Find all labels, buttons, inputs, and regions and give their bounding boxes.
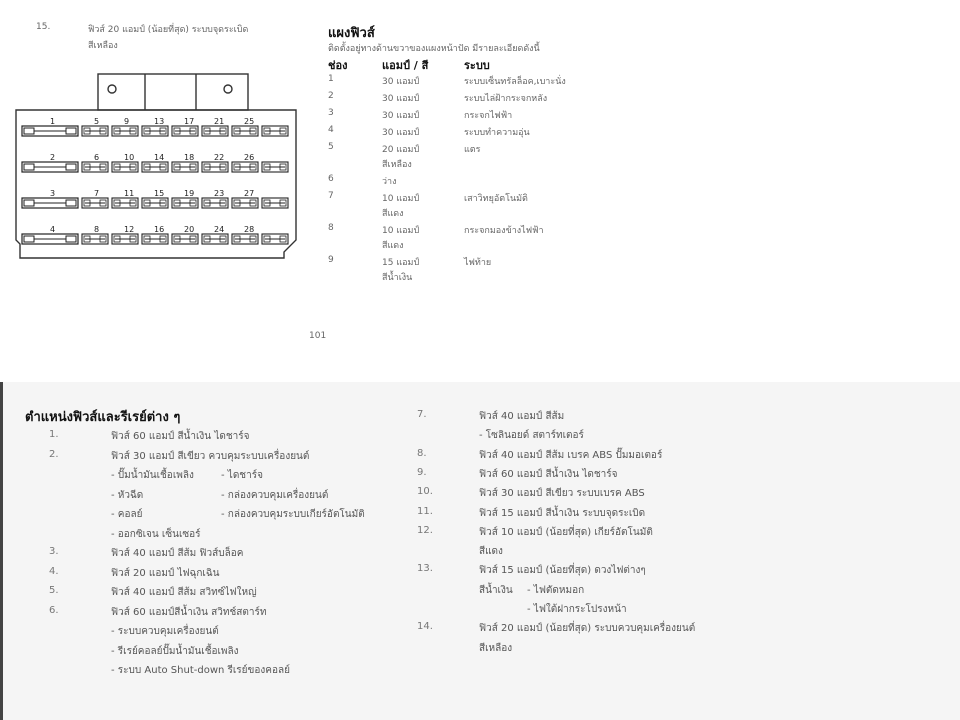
fuse-slot-number: 7 <box>328 191 334 201</box>
list-item-number: 9. <box>417 466 427 478</box>
mount-hole-icon <box>108 85 116 93</box>
list-item-number: 7. <box>417 409 427 420</box>
fuse-label: 13 <box>154 117 165 126</box>
fuse-label: 1 <box>50 117 56 126</box>
list-item-subtext: - กล่องควบคุมเครื่องยนต์ <box>221 489 329 501</box>
header-slot: ช่อง <box>328 59 348 72</box>
fuse-system: ระบบทำความอุ่น <box>464 128 530 138</box>
fuse-label: 19 <box>184 189 195 198</box>
list-item-text: ฟิวส์ 30 แอมป์ สีเขียว ระบบเบรค ABS <box>479 488 645 500</box>
fuse-label: 10 <box>124 153 135 162</box>
list-item-number: 13. <box>417 563 433 575</box>
fuse-color: สีเหลือง <box>382 160 412 170</box>
list-item-number: 14. <box>417 621 433 633</box>
list-item-number: 5. <box>49 585 59 596</box>
fuse-box-diagram <box>12 72 302 264</box>
fuse-label: 6 <box>94 153 100 162</box>
list-item-text: ฟิวส์ 20 แอมป์ (น้อยที่สุด) ระบบควบคุมเครื่องยนต์ <box>479 623 696 635</box>
mount-hole-icon <box>224 85 232 93</box>
list-item-number: 10. <box>417 486 433 498</box>
list-item-number: 1. <box>49 429 59 440</box>
fuse-system: ไฟท้าย <box>464 258 492 268</box>
list-item-number: 12. <box>417 524 433 536</box>
fuse-label: 21 <box>214 117 225 126</box>
fuse-system: แตร <box>464 145 481 155</box>
list-item-text: ฟิวส์ 60 แอมป์ สีน้ำเงิน ไดชาร์จ <box>111 431 250 442</box>
list-item-number: 11. <box>417 505 433 517</box>
list-item-number: 2. <box>49 448 59 460</box>
list-item-subtext: - ไฟใต้ฝากระโปรงหน้า <box>527 604 627 615</box>
list-item-text: ฟิวส์ 40 แอมป์ สีส้ม เบรค ABS ปั๊มมอเตอร์ <box>479 449 663 461</box>
list-item-text: ฟิวส์ 40 แอมป์ สีส้ม ฟิวส์บล็อค <box>111 548 244 559</box>
fuse-slot-number: 1 <box>328 74 334 84</box>
fuse-rating: 30 แอมป์ <box>382 94 420 104</box>
list-item-subtext: - กล่องควบคุมระบบเกียร์อัตโนมัติ <box>221 509 365 520</box>
fuse-label: 14 <box>154 153 165 162</box>
list-item-text: สีน้ำเงิน <box>479 584 513 596</box>
fuse-terminal <box>66 128 76 134</box>
fuse-label: 24 <box>214 225 225 234</box>
list-item-subtext: - ไดชาร์จ <box>221 470 263 481</box>
header-amp: แอมป์ / สี <box>382 59 429 72</box>
fuse-rating: 30 แอมป์ <box>382 77 420 87</box>
list-item-text: - ปั๊มน้ำมันเชื้อเพลิง <box>111 470 194 481</box>
bottom-title: ตำแหน่งฟิวส์และรีเรย์ต่าง ๆ <box>25 410 181 425</box>
fuse-slot-number: 8 <box>328 223 334 233</box>
fuse-slot-number: 3 <box>328 108 334 118</box>
fuse-label: 9 <box>124 117 130 126</box>
fuse-terminal <box>24 236 34 242</box>
fuse-rating: 15 แอมป์ <box>382 258 420 268</box>
list-item-text: - โซลินอยด์ สตาร์ทเตอร์ <box>479 430 584 442</box>
fuse-rating: 10 แอมป์ <box>382 194 420 204</box>
fuse-slot-number: 2 <box>328 91 334 101</box>
fuse-slot-number: 5 <box>328 142 334 152</box>
list-item-text: ฟิวส์ 40 แอมป์ สีส้ม <box>479 411 565 422</box>
fuse-label: 8 <box>94 225 100 234</box>
fuse-system: เสาวิทยุอัตโนมัติ <box>464 194 528 204</box>
list-item-text: - ระบบควบคุมเครื่องยนต์ <box>111 626 219 637</box>
fuse-label: 17 <box>184 117 195 126</box>
fuse-rating: ว่าง <box>382 177 397 187</box>
list-item-text: ฟิวส์ 60 แอมป์ สีน้ำเงิน ไดชาร์จ <box>479 468 618 480</box>
fuse-system: ระบบเซ็นทรัลล็อค,เบาะนั่ง <box>464 77 566 87</box>
list-item-text: ฟิวส์ 30 แอมป์ สีเขียว ควบคุมระบบเครื่องยนต์ <box>111 450 310 462</box>
fuse-label: 15 <box>154 189 165 198</box>
fuse-rating: 30 แอมป์ <box>382 111 420 121</box>
list-item-text: - รีเรย์คอลย์ปั๊มน้ำมันเชื้อเพลิง <box>111 645 239 657</box>
fuse-rating: 20 แอมป์ <box>382 145 420 155</box>
fuse-slot-number: 6 <box>328 174 334 184</box>
top-page <box>0 0 620 372</box>
list-item-text: - หัวฉีด <box>111 489 144 501</box>
list-item-text: ฟิวส์ 15 แอมป์ สีน้ำเงิน ระบบจุดระเบิด <box>479 507 646 519</box>
fuse-terminal <box>66 164 76 170</box>
item-15-color: สีเหลือง <box>88 41 118 51</box>
fuse-system: กระจกมองข้างไฟฟ้า <box>464 226 544 236</box>
fuse-label: 28 <box>244 225 255 234</box>
bottom-page <box>0 382 960 720</box>
list-item-text: ฟิวส์ 40 แอมป์ สีส้ม สวิทซ์ไฟใหญ่ <box>111 587 257 598</box>
list-item-text: ฟิวส์ 60 แอมป์สีน้ำเงิน สวิทช์สตาร์ท <box>111 606 267 618</box>
fuse-system: กระจกไฟฟ้า <box>464 111 513 121</box>
fuse-label: 27 <box>244 189 255 198</box>
fuse-slot-number: 4 <box>328 125 334 135</box>
list-item-text: - คอลย์ <box>111 509 143 520</box>
fuse-color: สีแดง <box>382 241 404 251</box>
fuse-label: 20 <box>184 225 195 234</box>
fuse-label: 2 <box>50 153 56 162</box>
panel-title: แผงฟิวส์ <box>328 26 375 41</box>
fuse-terminal <box>66 236 76 242</box>
item-15-text: ฟิวส์ 20 แอมป์ (น้อยที่สุด) ระบบจุดระเบิด <box>88 25 249 35</box>
list-item-text: ฟิวส์ 20 แอมป์ ไฟฉุกเฉิน <box>111 567 220 579</box>
fuse-rating: 30 แอมป์ <box>382 128 420 138</box>
list-item-number: 3. <box>49 546 59 557</box>
list-item-text: สีแดง <box>479 546 503 558</box>
fuse-terminal <box>24 200 34 206</box>
fuse-terminal <box>24 128 34 134</box>
fuse-label: 4 <box>50 225 56 234</box>
fuse-label: 23 <box>214 189 225 198</box>
fuse-label: 25 <box>244 117 255 126</box>
list-item-subtext: - ไฟตัดหมอก <box>527 584 585 596</box>
list-item-number: 6. <box>49 604 59 616</box>
fuse-label: 7 <box>94 189 100 198</box>
panel-subtitle: ติดตั้งอยู่ทางด้านขวาของแผงหน้าปัด มีรายละเอียดดังนี้ <box>328 44 540 54</box>
fuse-rating: 10 แอมป์ <box>382 226 420 236</box>
header-system: ระบบ <box>464 59 490 72</box>
list-item-text: ฟิวส์ 15 แอมป์ (น้อยที่สุด) ดวงไฟต่างๆ <box>479 565 646 577</box>
fuse-color: สีแดง <box>382 209 404 219</box>
fuse-system: ระบบไล่ฝ้ากระจกหลัง <box>464 94 548 104</box>
fuse-terminal <box>24 164 34 170</box>
fuse-label: 26 <box>244 153 255 162</box>
fuse-slot-number: 9 <box>328 255 334 265</box>
list-item-number: 8. <box>417 447 427 459</box>
fuse-label: 11 <box>124 189 135 198</box>
fuse-color: สีน้ำเงิน <box>382 273 413 283</box>
fuse-label: 16 <box>154 225 165 234</box>
list-item-text: ฟิวส์ 10 แอมป์ (น้อยที่สุด) เกียร์อัตโนมัติ <box>479 526 653 538</box>
list-item-text: สีเหลือง <box>479 642 513 654</box>
list-item-text: - ระบบ Auto Shut-down รีเรย์ของคอลย์ <box>111 665 290 676</box>
list-item-number: 4. <box>49 565 59 577</box>
fuse-label: 22 <box>214 153 225 162</box>
fuse-label: 3 <box>50 189 56 198</box>
item-15-number: 15. <box>36 22 51 32</box>
fuse-terminal <box>66 200 76 206</box>
page-number: 101 <box>309 331 327 341</box>
fuse-label: 12 <box>124 225 135 234</box>
fuse-label: 18 <box>184 153 195 162</box>
list-item-text: - ออกซิเจน เซ็นเซอร์ <box>111 528 201 540</box>
fuse-label: 5 <box>94 117 100 126</box>
